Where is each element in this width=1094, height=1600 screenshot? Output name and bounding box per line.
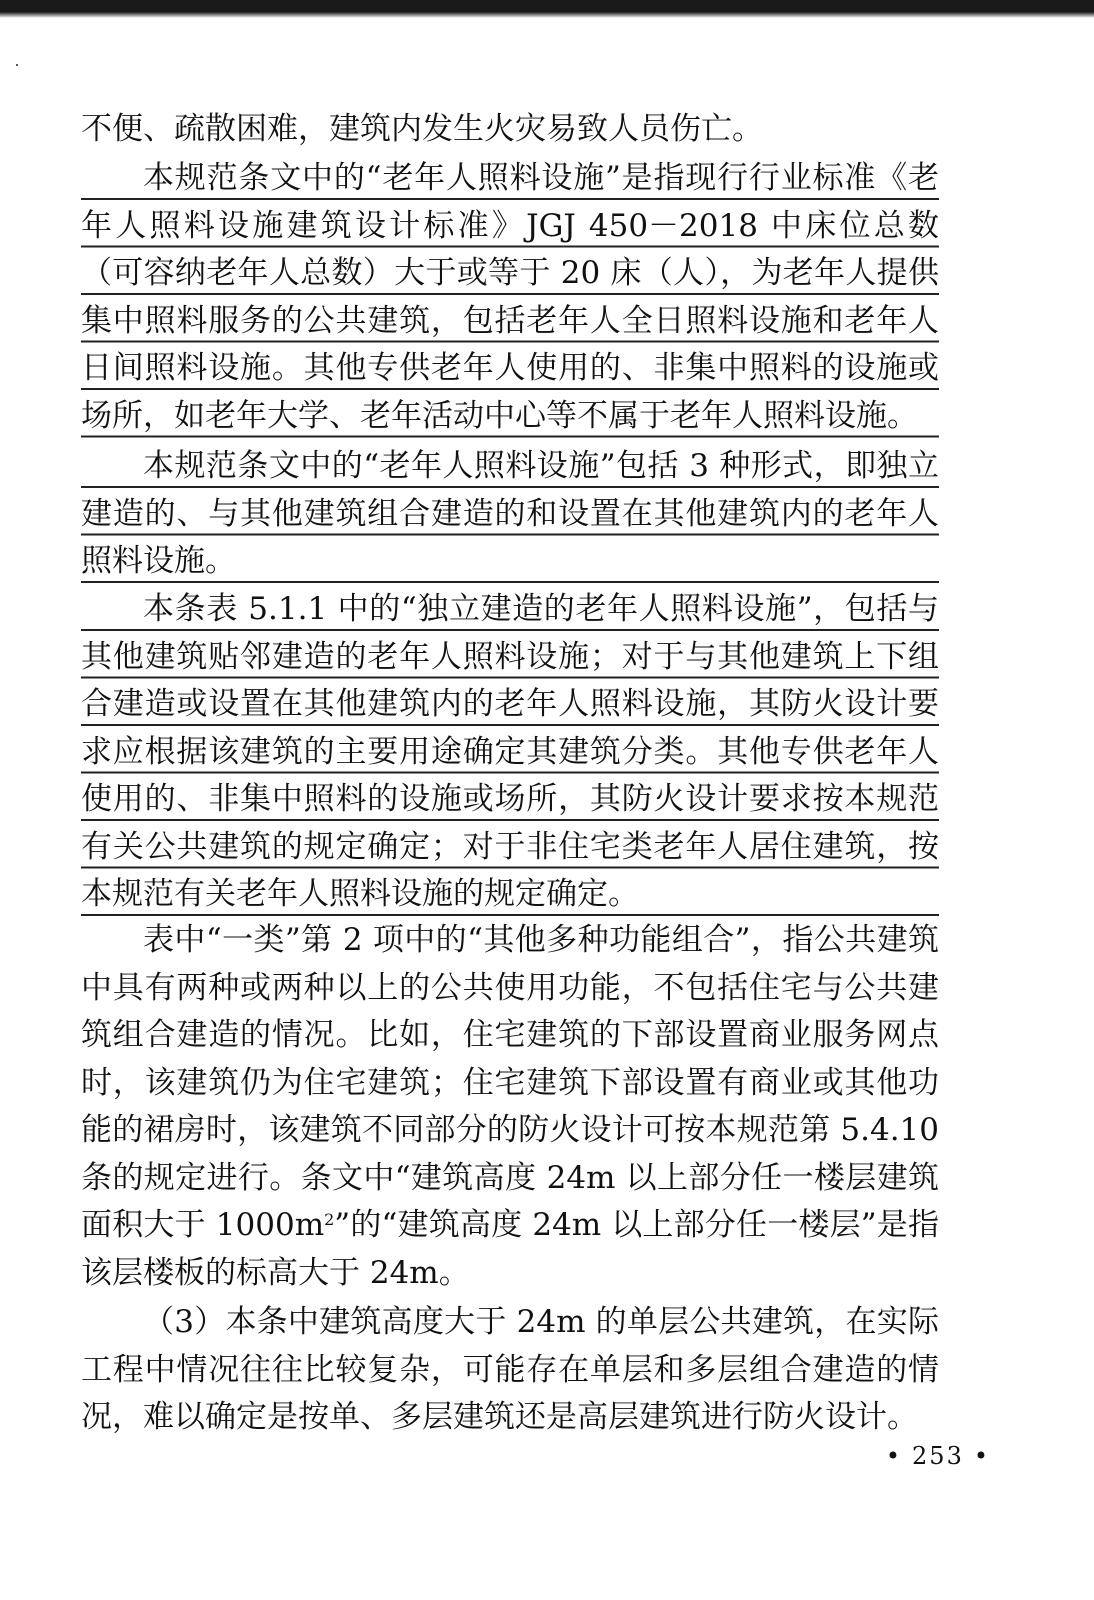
page-number-footer bbox=[0, 1442, 1000, 1470]
paragraph-item-3: （3）本条中建筑高度大于 24m 的单层公共建筑，在实际工程中情况往往比较复杂，可能存在单层和多层组合建造的情况，难以确定是按单、多层建筑还是高层建筑进行防火设计。 bbox=[81, 1304, 939, 1435]
paragraph-elderly-care-definition: 本规范条文中的“老年人照料设施”是指现行行业标准《老年人照料设施建筑设计标准》JGJ 450－2018 中床位总数（可容纳老年人总数）大于或等于 20 床（人），为老年人提供集中照料服务的公共建筑，包括老年人全日照料设施和老年人日间照料设施。其他专供老年人使用的、非集中照料的设施或场所，如老年大学、老年活动中心等不属于老年人照料设施。 bbox=[81, 155, 939, 440]
paragraph-continuation: 不便、疏散困难，建筑内发生火灾易致人员伤亡。 bbox=[81, 111, 763, 147]
paragraph-multi-function-text-a: 表中“一类”第 2 项中的“其他多种功能组合”，指公共建筑中具有两种或两种以上的公共使用功能，不包括住宅与公共建筑组合建造的情况。比如，住宅建筑的下部设置商业服务网点时，该建筑仍为住宅建筑；住宅建筑下部设置有商业或其他功能的裙房时，该建筑不同部分的防火设计可按本规范第 5.4.10 条的规定进行。条文中“建筑高度 24m 以上部分任一楼层建筑面积大于 1000m bbox=[81, 922, 939, 1243]
footer-dot-right: • bbox=[973, 1442, 990, 1470]
paragraph-multi-function-note bbox=[81, 917, 939, 1297]
scan-top-border bbox=[0, 0, 1094, 18]
paragraph-multi-function-text-b: ”的“建筑高度 24m 以上部分任一楼层”是指该层楼板的标高大于 24m。 bbox=[81, 1207, 939, 1291]
paragraph-table-5-1-1-note: 本条表 5.1.1 中的“独立建造的老年人照料设施”，包括与其他建筑贴邻建造的老年人照料设施；对于与其他建筑上下组合建造或设置在其他建筑内的老年人照料设施，其防火设计要求应根据该建筑的主要用途确定其建筑分类。其他专供老年人使用的、非集中照料的设施或场所，其防火设计要求按本规范有关公共建筑的规定确定；对于非住宅类老年人居住建筑，按本规范有关老年人照料设施的规定确定。 bbox=[81, 586, 939, 919]
footer-dot-left: • bbox=[885, 1442, 903, 1470]
scan-speck bbox=[16, 64, 18, 66]
page-number: 253 bbox=[912, 1442, 964, 1470]
paragraph-elderly-care-forms: 本规范条文中的“老年人照料设施”包括 3 种形式，即独立建造的、与其他建筑组合建造的和设置在其他建筑内的老年人照料设施。 bbox=[81, 443, 939, 586]
superscript-2: 2 bbox=[324, 1210, 335, 1229]
